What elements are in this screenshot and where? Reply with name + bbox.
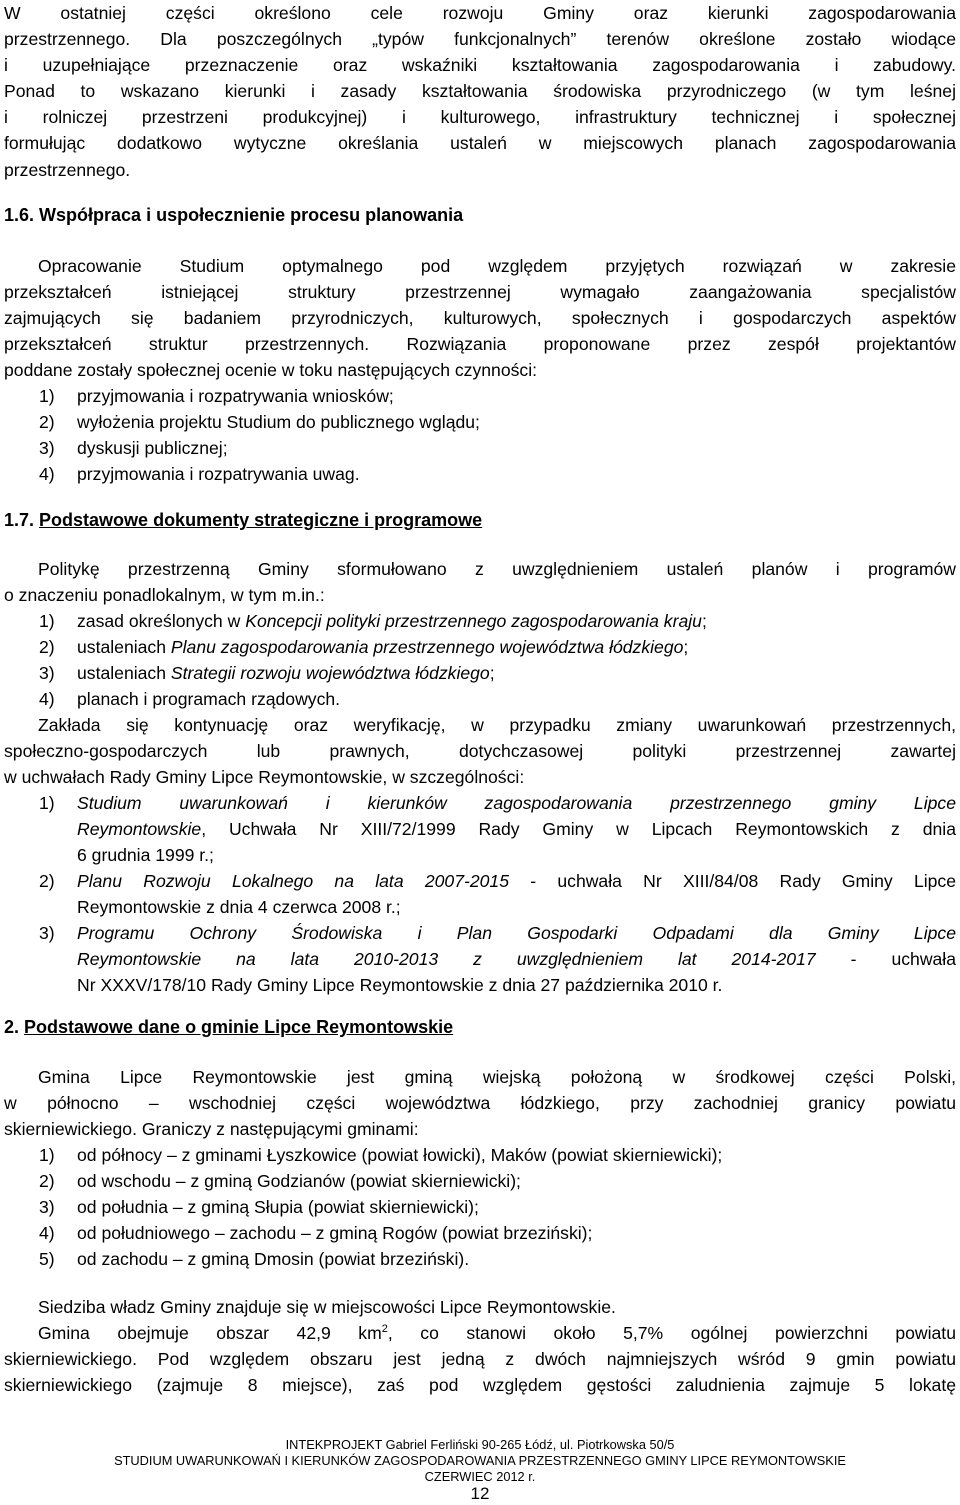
resolution-text-plain: , Uchwała Nr XIII/72/1999 Rady Gminy w Lipcach Reymontowskich z dnia: [201, 819, 956, 839]
text-line: [4, 1320, 956, 1346]
resolution-text: [77, 816, 956, 842]
text-line: przekształceń istniejącej struktury przestrzennej wymagało zaangażowania specjalistów: [4, 282, 956, 303]
list-text-plain: zasad określonych w: [77, 611, 246, 631]
list-number: 5): [39, 1249, 55, 1269]
list-number: 1): [39, 611, 55, 631]
list-text: od wschodu – z gminą Godzianów (powiat skierniewicki);: [77, 1171, 521, 1191]
list-number: 1): [39, 793, 55, 813]
text-line: skierniewickiego. Pod względem obszaru jest jedną z dwóch najmniejszych wśród 9 gmin powiatu: [4, 1349, 956, 1370]
text-line: w północno – wschodniej części województwa łódzkiego, przy zachodniej granicy powiatu: [4, 1093, 956, 1114]
document-title: Planu Rozwoju Lokalnego na lata 2007-2015: [77, 871, 509, 891]
text-line: Ponad to wskazano kierunki i zasady kształtowania środowiska przyrodniczego (w tym leśnej: [4, 81, 956, 102]
list-text: od północy – z gminami Łyszkowice (powiat łowicki), Maków (powiat skierniewicki);: [77, 1145, 723, 1165]
list-number: 4): [39, 689, 55, 709]
area-unit-exponent: 2: [381, 1323, 388, 1336]
section-heading-2: [4, 1014, 453, 1040]
list-text: od południowego – zachodu – z gminą Rogów (powiat brzeziński);: [77, 1223, 593, 1243]
list-number: 4): [39, 1223, 55, 1243]
list-number: 3): [39, 1197, 55, 1217]
list-text: przyjmowania i rozpatrywania wniosków;: [77, 386, 394, 406]
list-number: 3): [39, 438, 55, 458]
list-text: planach i programach rządowych.: [77, 689, 341, 709]
list-text: od południa – z gminą Słupia (powiat skierniewicki);: [77, 1197, 479, 1217]
document-title: Reymontowskie na lata 2010-2013 z uwzględnieniem lat 2014-2017: [77, 949, 816, 969]
area-paragraph: [4, 1320, 956, 1398]
resolution-text-plain: - uchwała: [815, 949, 957, 969]
list-number: 2): [39, 1171, 55, 1191]
list-text-plain: ;: [489, 663, 495, 683]
text-line: Siedziba władz Gminy znajduje się w miejscowości Lipce Reymontowskie.: [38, 1297, 616, 1317]
section-1-6-paragraph: [4, 253, 956, 383]
section-number: 2.: [4, 1017, 20, 1037]
document-title: Koncepcji polityki przestrzennego zagospodarowania kraju: [245, 611, 702, 631]
document-title: Strategii rozwoju województwa łódzkiego: [170, 663, 490, 683]
text-line: Gmina Lipce Reymontowskie jest gminą wiejską położoną w środkowej części Polski,: [38, 1067, 956, 1087]
text-line: przestrzennego. Dla poszczególnych „typów funkcjonalnych” terenów określone zostało wiodące: [4, 29, 956, 50]
list-number: 2): [39, 637, 55, 657]
resolution-text: [77, 868, 956, 894]
document-title: Reymontowskie: [77, 819, 202, 839]
area-text: Gmina obejmuje obszar 42,9 km: [38, 1323, 382, 1343]
text-line: skierniewickiego. Graniczy z następującymi gminami:: [4, 1119, 419, 1140]
document-title: Studium uwarunkowań i kierunków zagospodarowania przestrzennego gminy Lipce: [77, 793, 956, 813]
text-line: poddane zostały społecznej ocenie w toku następujących czynności:: [4, 360, 538, 381]
footer-date: CZERWIEC 2012 r.: [424, 1469, 536, 1484]
list-text: przyjmowania i rozpatrywania uwag.: [77, 464, 360, 484]
text-line: i uzupełniające przeznaczenie oraz wskaźniki kształtowania zagospodarowania i zabudowy.: [4, 55, 956, 76]
resolution-text-plain: - uchwała Nr XIII/84/08 Rady Gminy Lipce: [509, 871, 957, 891]
list-number: 2): [39, 871, 55, 891]
resolution-text: 6 grudnia 1999 r.;: [77, 845, 214, 865]
page-number: 12: [470, 1484, 490, 1503]
section-number: 1.7.: [4, 510, 35, 530]
text-line: społeczno-gospodarczych lub prawnych, dotychczasowej polityki przestrzennej zawartej: [4, 741, 956, 762]
text-line: przestrzennego.: [4, 159, 131, 180]
document-title: Planu zagospodarowania przestrzennego województwa łódzkiego: [170, 637, 684, 657]
list-number: 2): [39, 412, 55, 432]
list-number: 1): [39, 386, 55, 406]
text-line: w uchwałach Rady Gminy Lipce Reymontowskie, w szczególności:: [4, 767, 525, 788]
list-text: [77, 634, 688, 660]
list-text-plain: ustaleniach: [77, 663, 171, 683]
list-text-plain: ;: [683, 637, 689, 657]
text-line: formułując dodatkowo wytyczne określania ustaleń w miejscowych planach zagospodarowania: [4, 133, 956, 154]
list-number: 1): [39, 1145, 55, 1165]
text-line: przekształceń struktur przestrzennych. Rozwiązania proponowane przez zespół projektantów: [4, 334, 956, 355]
section-title: Podstawowe dokumenty strategiczne i programowe: [39, 510, 483, 530]
list-text: dyskusji publicznej;: [77, 438, 228, 458]
text-line: Opracowanie Studium optymalnego pod względem przyjętych rozwiązań w zakresie: [38, 256, 956, 276]
section-2-paragraph: [4, 1064, 956, 1142]
seat-paragraph: [4, 1294, 956, 1320]
section-1-7-paragraph: [4, 556, 956, 608]
text-line: Zakłada się kontynuację oraz weryfikację, w przypadku zmiany uwarunkowań przestrzennych,: [38, 715, 956, 735]
section-number: 1.6.: [4, 205, 35, 225]
text-line: i rolniczej przestrzeni produkcyjnej) i kulturowego, infrastruktury technicznej i społecznej: [4, 107, 956, 128]
text-line: W ostatniej części określono cele rozwoju Gminy oraz kierunki zagospodarowania: [4, 3, 956, 23]
area-text: , co stanowi około 5,7% ogólnej powierzchni powiatu: [387, 1323, 956, 1343]
list-text: od zachodu – z gminą Dmosin (powiat brzeziński).: [77, 1249, 470, 1269]
list-text: [77, 608, 707, 634]
list-text: wyłożenia projektu Studium do publicznego wglądu;: [77, 412, 480, 432]
document-title: Programu Ochrony Środowiska i Plan Gospodarki Odpadami dla Gminy Lipce: [77, 923, 956, 943]
intro-paragraph: [4, 0, 956, 183]
text-line: Politykę przestrzenną Gminy sformułowano z uwzględnieniem ustaleń planów i programów: [38, 559, 956, 579]
section-heading-1-7: [4, 507, 482, 533]
footer-document-title: STUDIUM UWARUNKOWAŃ I KIERUNKÓW ZAGOSPODAROWANIA PRZESTRZENNEGO GMINY LIPCE REYMONTOWSKIE: [114, 1453, 846, 1468]
text-line: zajmujących się badaniem przyrodniczych, kulturowych, społecznych i gospodarczych aspektów: [4, 308, 956, 329]
list-text-plain: ustaleniach: [77, 637, 171, 657]
list-text-plain: ;: [701, 611, 707, 631]
text-line: skierniewickiego (zajmuje 8 miejsce), zaś pod względem gęstości zaludnienia zajmuje 5 lokatę: [4, 1375, 956, 1396]
resolution-text: Nr XXXV/178/10 Rady Gminy Lipce Reymontowskie z dnia 27 października 2010 r.: [77, 975, 723, 995]
list-number: 4): [39, 464, 55, 484]
footer-company: INTEKPROJEKT Gabriel Ferliński 90-265 Łódź, ul. Piotrkowska 50/5: [285, 1437, 675, 1452]
text-line: o znaczeniu ponadlokalnym, w tym m.in.:: [4, 585, 325, 606]
list-number: 3): [39, 663, 55, 683]
resolution-text: Reymontowskie z dnia 4 czerwca 2008 r.;: [77, 897, 401, 917]
list-number: 3): [39, 923, 55, 943]
list-text: [77, 660, 495, 686]
section-title: Podstawowe dane o gminie Lipce Reymontowskie: [24, 1017, 454, 1037]
resolution-text: [77, 946, 956, 972]
section-heading-1-6: [4, 202, 463, 228]
section-1-7-paragraph-2: [4, 712, 956, 790]
section-title: Współpraca i uspołecznienie procesu planowania: [39, 205, 464, 225]
